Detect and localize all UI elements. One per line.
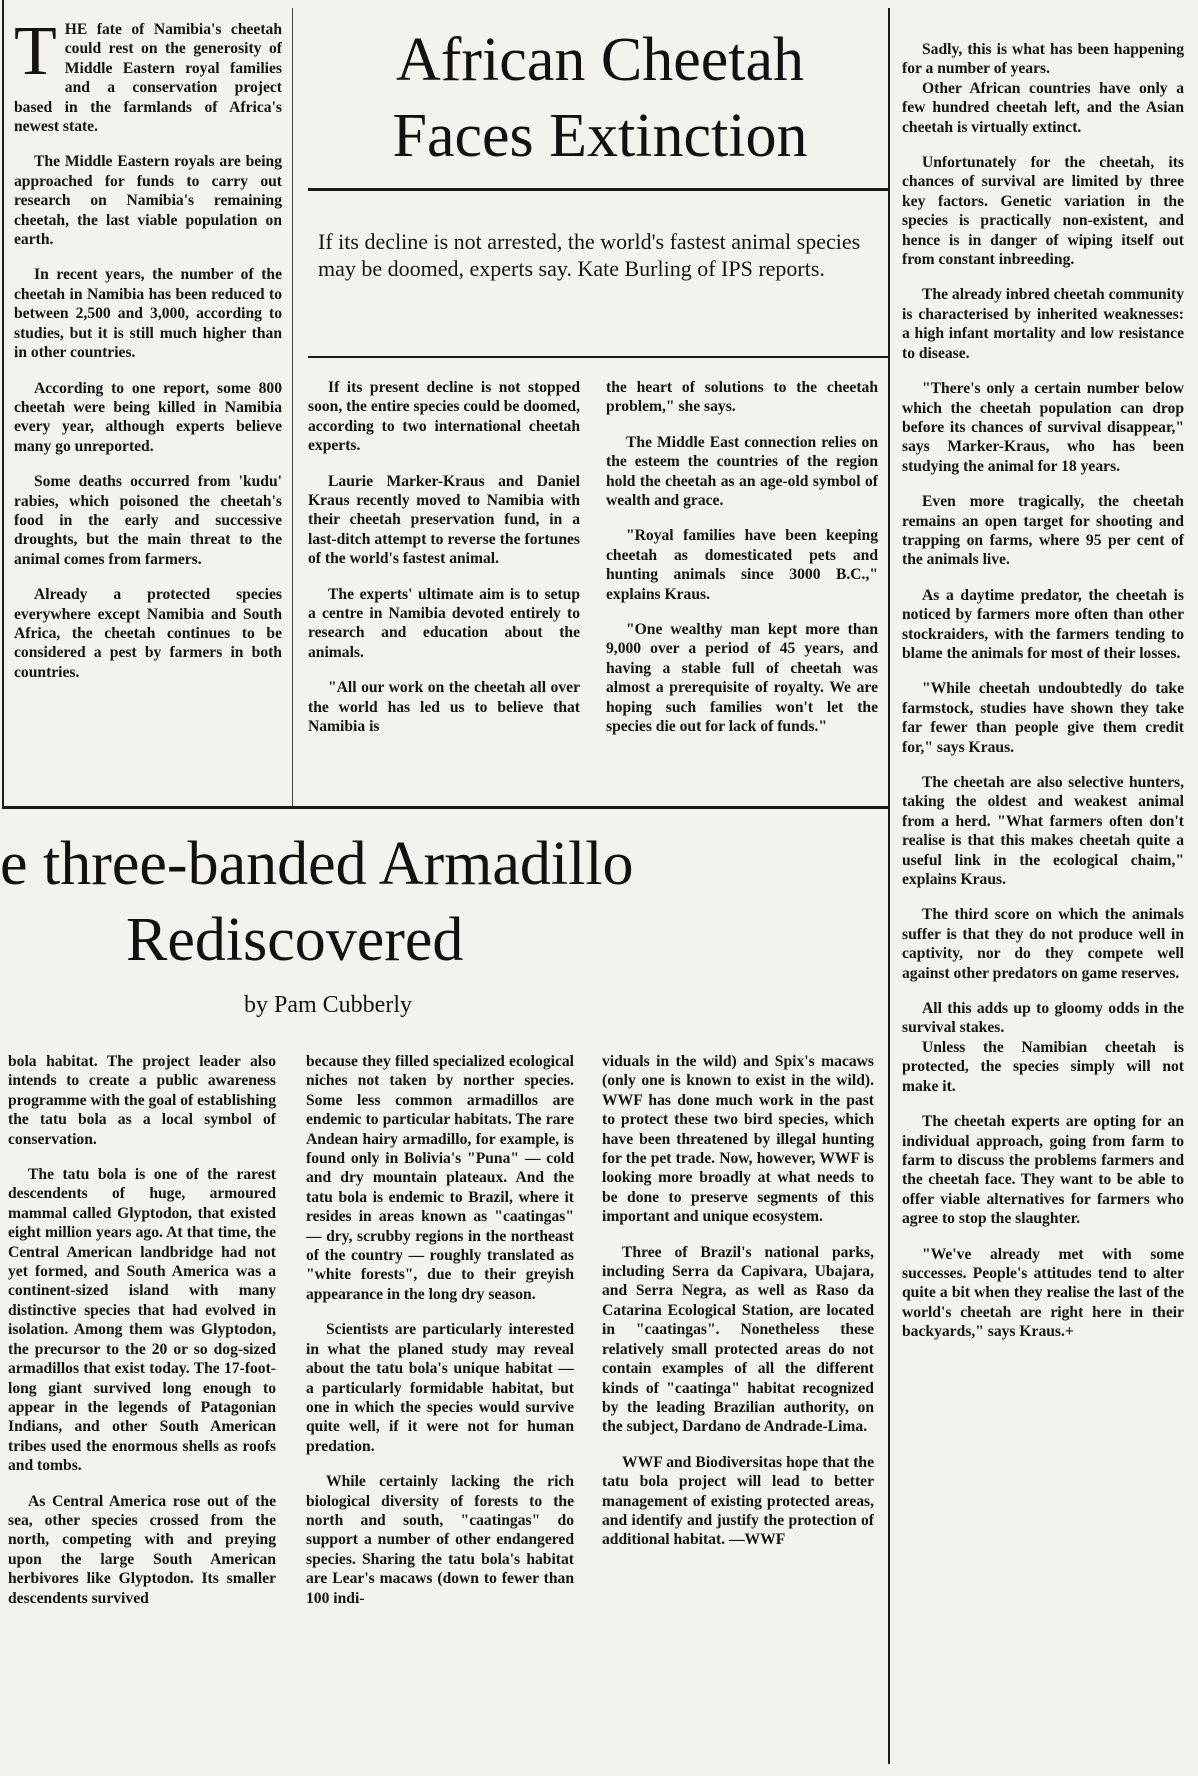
cheetah-col2-para-1: Laurie Marker-Kraus and Daniel Kraus recently moved to Namibia with their cheetah preservation fund, in a last-ditch attempt to reverse the fortunes of the world's fastest animal. (308, 472, 580, 568)
armadillo-column-1 (8, 1052, 276, 1624)
cheetah-col4-para-1: Other African countries have only a few hundred cheetah left, and the Asian cheetah is virtually extinct. (902, 79, 1184, 136)
cheetah-deck: If its decline is not arrested, the world's fastest animal species may be doomed, experts say. Kate Burling of IPS reports. (318, 229, 861, 281)
cheetah-column-4 (902, 40, 1184, 1358)
cheetah-col3-para-3: "One wealthy man kept more than 9,000 over a period of 45 years, and having a stable full of cheetah was almost a prerequisite of royalty. We are hoping such families won't let the species die out for lack of funds." (606, 621, 878, 736)
cheetah-col2-para-0: If its present decline is not stopped soon, the entire species could be doomed, according to two international cheetah experts. (308, 379, 580, 455)
armadillo-column-3 (602, 1052, 874, 1566)
cheetah-col4-para-7: "While cheetah undoubtedly do take farmstock, studies have shown they take far fewer than people give them credit for," says Kraus. (902, 680, 1184, 756)
cheetah-col4-para-2: Unfortunately for the cheetah, its chances of survival are limited by three key factors. Genetic variation in the species is practically non-existent, and hence is in danger of wiping itself out from constant inbreeding. (902, 154, 1184, 269)
article-separator (2, 806, 888, 809)
cheetah-col2-para-2: The experts' ultimate aim is to setup a centre in Namibia devoted entirely to research and education about the animals. (308, 585, 580, 661)
top-left-border (2, 0, 4, 808)
armadillo-col3-para-1: Three of Brazil's national parks, including Serra da Capivara, Ubajara, and Serra Negra, as well as Raso da Catarina Ecological Station, are located in "caatingas". Nonetheless these relatively small protected areas do not contain examples of all the different kinds of "caatinga" habitat recognized by the leading Brazilian authority, on the subject, Dardano de Andrade-Lima. (602, 1243, 874, 1436)
cheetah-headline-line-1: African Cheetah (396, 26, 804, 94)
cheetah-col3-para-2: "Royal families have been keeping cheetah as domesticated pets and hunting animals since 3000 B.C.," explains Kraus. (606, 527, 878, 603)
cheetah-col3-para-0: the heart of solutions to the cheetah problem," she says. (606, 379, 878, 416)
cheetah-column-2 (308, 378, 580, 753)
armadillo-col1-para-1: The tatu bola is one of the rarest descendents of huge, armoured mammal called Glyptodon, that existed eight million years ago. At that time, the Central American landbridge had not yet formed, and South America was a continent-sized island with many distinctive species that had evolved in isolation. Among them was Glyptodon, the precursor to the 20 or so dog-sized armadillos that exist today. The 17-foot-long giant survived long enough to appear in the legends of Patagonian Indians, and other South American tribes used the enormous shells as roofs and tombs. (8, 1166, 276, 1475)
armadillo-col3-para-2: WWF and Biodiversitas hope that the tatu bola project will lead to better management of existing protected areas, and identify and justify the protection of additional habitat. —WWF (602, 1453, 874, 1549)
cheetah-col4-para-3: The already inbred cheetah community is characterised by inherited weaknesses: a high infant mortality and low resistance to disease. (902, 286, 1184, 362)
cheetah-col4-para-5: Even more tragically, the cheetah remains an open target for shooting and trapping on farms, where 95 per cent of the animals live. (902, 493, 1184, 569)
cheetah-col4-para-4: "There's only a certain number below which the cheetah population can drop before its chances of survival disappear," says Marker-Kraus, who has been studying the animal for 18 years. (902, 380, 1184, 475)
cheetah-headline-line-2: Faces Extinction (392, 102, 808, 170)
headline-rule (308, 188, 888, 191)
cheetah-col3-para-1: The Middle East connection relies on the esteem the countries of the region hold the cheetah as an age-old symbol of wealth and grace. (606, 433, 878, 510)
cheetah-col4-para-11: Unless the Namibian cheetah is protected, the species simply will not make it. (902, 1038, 1184, 1095)
cheetah-col4-para-12: The cheetah experts are opting for an individual approach, going from farm to farm to discuss the problems farmers and the cheetah face. They want to be able to offer viable alternatives for farmers who agree to stop the slaughter. (902, 1113, 1184, 1228)
cheetah-col4-para-10: All this adds up to gloomy odds in the survival stakes. (902, 1000, 1184, 1037)
column-divider-1 (292, 8, 293, 806)
cheetah-column-1 (14, 13, 282, 698)
armadillo-col2-para-1: Scientists are particularly interested in what the planed study may reveal about the tatu bola's unique habitat — a particularly formidable habitat, but one in which the species would survive quite well, if it were not for human predation. (306, 1321, 574, 1455)
deck-rule (308, 356, 888, 358)
armadillo-col1-para-0: bola habitat. The project leader also intends to create a public awareness programme with the goal of establishing the tatu bola as a local symbol of conservation. (8, 1053, 276, 1148)
cheetah-col1-para-4: Some deaths occurred from 'kudu' rabies, which poisoned the cheetah's food in the early and successive droughts, but the main threat to the animal comes from farmers. (14, 473, 282, 568)
armadillo-headline (0, 826, 880, 978)
cheetah-col1-para-0: THE fate of Namibia's cheetah could rest on the generosity of Middle Eastern royal families and a conservation project based in the farmlands of Africa's newest state. (14, 13, 282, 136)
cheetah-col1-para-5: Already a protected species everywhere except Namibia and South Africa, the cheetah continues to be considered a pest by farmers in both countries. (14, 586, 282, 681)
armadillo-col2-para-2: While certainly lacking the rich biological diversity of forests to the north and south, "caatingas" do support a number of other endangered species. Sharing the tatu bola's habitat are Lear's macaws (down to fewer than 100 indi- (306, 1473, 574, 1607)
cheetah-col4-para-6: As a daytime predator, the cheetah is noticed by farmers more often than other stockraiders, with the farmers tending to blame the animals for most of their losses. (902, 586, 1184, 662)
cheetah-col1-para-1: The Middle Eastern royals are being approached for funds to carry out research on Namibia's remaining cheetah, the last viable population on earth. (14, 153, 282, 249)
cheetah-col4-para-9: The third score on which the animals suffer is that they do not produce well in captivity, nor do they compete well against other predators on game reserves. (902, 906, 1184, 982)
cheetah-col1-para-3: According to one report, some 800 cheetah were being killed in Namibia every year, although experts believe many go unreported. (14, 379, 282, 455)
armadillo-headline-line-2: Rediscovered (126, 906, 464, 974)
armadillo-headline-line-1: e three-banded Armadillo (0, 830, 634, 898)
column-divider-3 (888, 8, 890, 1764)
cheetah-col2-para-3: "All our work on the cheetah all over the world has led us to believe that Namibia is (308, 679, 580, 736)
armadillo-byline: by Pam Cubberly (244, 992, 412, 1018)
cheetah-col4-para-0: Sadly, this is what has been happening for a number of years. (902, 41, 1184, 78)
cheetah-col1-para-2: In recent years, the number of the cheetah in Namibia has been reduced to between 2,500 and 3,000, according to studies, but it is still much higher than in other countries. (14, 266, 282, 362)
cheetah-col4-para-13: "We've already met with some successes. People's attitudes tend to alter quite a bit when they realise the last of the world's cheetah are right here in their backyards," says Kraus.+ (902, 1245, 1184, 1341)
armadillo-column-2 (306, 1052, 574, 1624)
drop-cap: T (14, 13, 57, 90)
cheetah-col4-para-8: The cheetah are also selective hunters, taking the oldest and weakest animal from a herd. "What farmers often don't realise is that this makes cheetah quite a useful link in the ecological chaim," explains Kraus. (902, 774, 1184, 889)
cheetah-headline (300, 22, 900, 174)
armadillo-col1-para-2: As Central America rose out of the sea, other species crossed from the north, competing with and preying upon the large South American herbivores like Glyptodon. Its smaller descendents survived (8, 1492, 276, 1607)
armadillo-col3-para-0: viduals in the wild) and Spix's macaws (only one is known to exist in the wild). WWF has done much work in the past to protect these two bird species, which have been threatened by illegal hunting for the pet trade. Now, however, WWF is looking more broadly at what needs to be done to preserve segments of this important and unique ecosystem. (602, 1053, 874, 1226)
armadillo-col2-para-0: because they filled specialized ecological niches not taken by norther species. Some less common armadillos are endemic to particular habitats. The rare Andean hairy armadillo, for example, is found only in Bolivia's "Puna" — cold and dry mountain plateaux. And the tatu bola is endemic to Brazil, where it resides in areas known as "caatingas" — dry, scrubby regions in the northeast of the country — roughly translated as "white forests", due to their greyish appearance in the long dry season. (306, 1053, 574, 1303)
cheetah-column-3 (606, 378, 878, 753)
